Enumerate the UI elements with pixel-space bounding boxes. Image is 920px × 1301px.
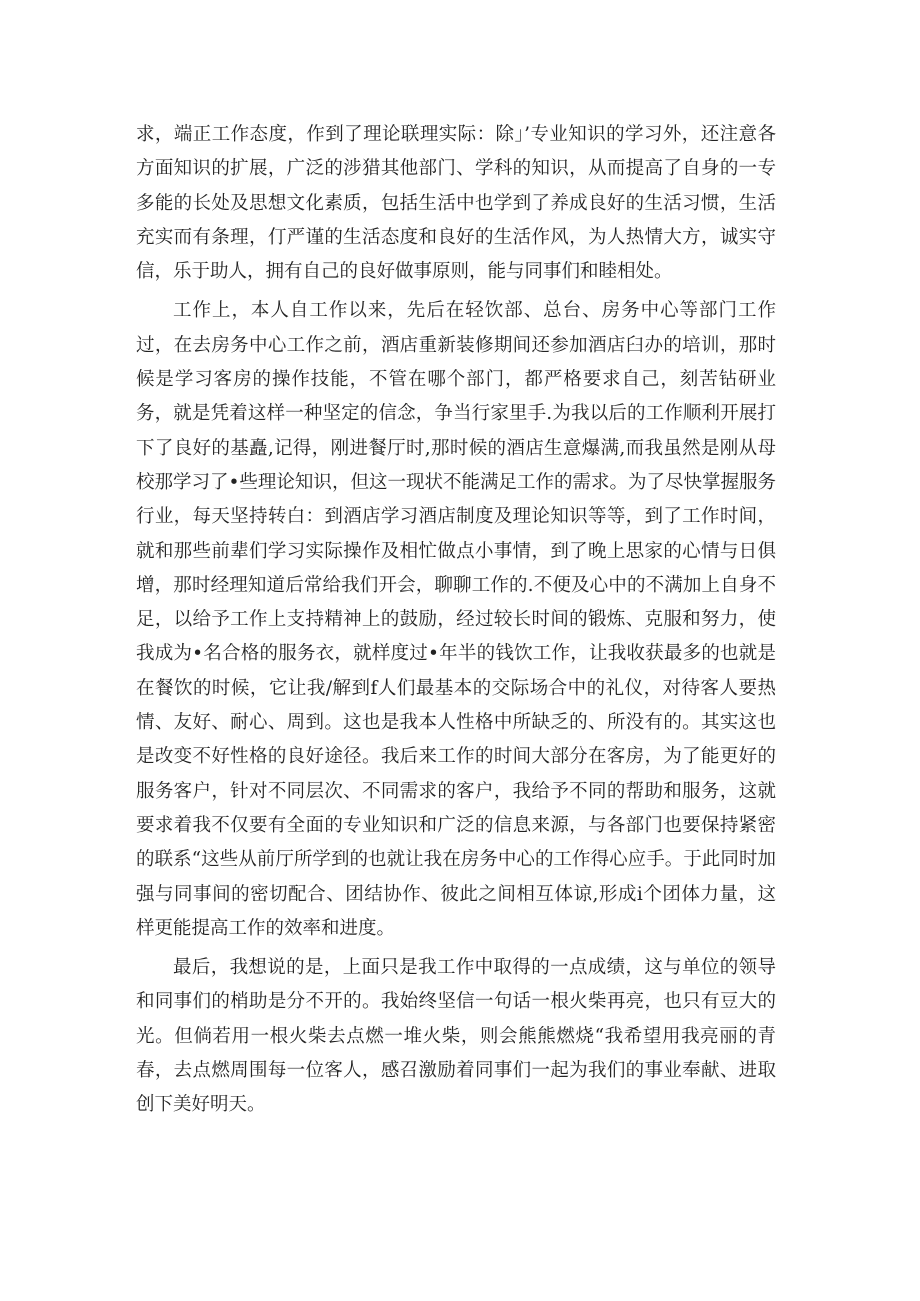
document-body: [136, 118, 776, 1128]
paragraph-1: 求，端正工作态度，作到了理论联理实际：除」’专业知识的学习外，还注意各方面知识的扩展，广泛的涉猎其他部门、学科的知识，从而提高了自身的一专多能的长处及思想文化素质，包括生活中也学到了养成良好的生活习惯，生活充实而有条理，仃严谨的生活态度和良好的生活作风，为人热情大方，诚实守信，乐于助人，拥有自己的良好做事原则，能与同事们和睦相处。: [136, 124, 776, 283]
paragraph-2: 工作上，本人自工作以来，先后在轻饮部、总台、房务中心等部门工作过，在去房务中心工作之前，酒店重新装修期间还参加酒店臼办的培训，那时候是学习客房的操作技能，不管在哪个部门，都严格要求自己，刻苦钻研业务，就是凭着这样一种坚定的信念，争当行家里手.为我以后的工作顺利开展打下了良好的基矗,记得，刚进餐厅时,那时候的酒店生意爆满,而我虽然是刚从母校那学习了•些理论知识，但这一现状不能满足工作的需求。为了尽快掌握服务行业，每天坚持转白：到酒店学习酒店制度及理论知识等等，到了工作时间，就和那些前辈们学习实际操作及相忙做点小事情，到了晚上思家的心情与日俱增，那时经理知道后常给我们开会，聊聊工作的.不便及心中的不满加上自身不足，以给予工作上支持精神上的鼓励，经过较长时间的锻炼、克服和努力，使我成为•名合格的服务衣，就样度过•年半的钱饮工作，让我收获最多的也就是在餐饮的时候，它让我/解到f人们最基本的交际场合中的礼仪，对待客人要热情、友好、耐心、周到。这也是我本人性格中所缺乏的、所没有的。其实这也是改变不好性格的良好途径。我后来工作的时间大部分在客房，为了能更好的服务客户，针对不同层次、不同需求的客户，我给予不同的帮助和服务，这就要求着我不仅要有全面的专业知识和广泛的信息来源，与各部门也要保持紧密的联系“这些从前厅所学到的也就让我在房务中心的工作得心应手。于此同时加强与同事间的密切配合、团结协作、彼此之间相互体谅,形成i个团体力量，这样更能提高工作的效率和进度。: [136, 300, 776, 939]
paragraph-3: 最后，我想说的是，上面只是我工作中取得的一点成绩，这与单位的领导和同事们的梢助是分不开的。我始终坚信一句话一根火柴再亮，也只有豆大的光。但倘若用一根火柴去点燃一堆火柴，则会熊熊燃烧“我希望用我亮丽的青春，去点燃周围每一位客人，感召激励着同事们一起为我们的事业奉献、进取创下美好明天。: [136, 957, 776, 1116]
